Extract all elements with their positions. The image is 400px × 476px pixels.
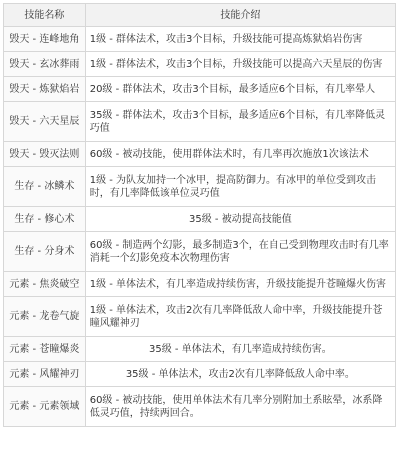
skill-table bbox=[3, 3, 396, 427]
table-row bbox=[4, 387, 396, 427]
skill-name: 元素 - 龙卷气旋 bbox=[4, 297, 86, 337]
skill-name: 元素 - 焦炎破空 bbox=[4, 272, 86, 297]
skill-desc: 60级 - 被动技能，使用单体法术有几率分别附加土系眩晕，冰系降低灵巧值，持续两回合。 bbox=[85, 387, 395, 427]
skill-name: 毁天 - 玄冰葬雨 bbox=[4, 52, 86, 77]
skill-name: 生存 - 修心术 bbox=[4, 207, 86, 232]
skill-desc: 1级 - 群体法术，攻击3个目标，升级技能可提高炼狱焰岩伤害 bbox=[85, 27, 395, 52]
skill-name: 毁天 - 炼狱焰岩 bbox=[4, 77, 86, 102]
header-skill-name: 技能名称 bbox=[4, 4, 86, 27]
table-row bbox=[4, 102, 396, 142]
skill-desc: 1级 - 单体法术，攻击2次有几率降低敌人命中率，升级技能提升苍瞳风耀神刃 bbox=[85, 297, 395, 337]
table-header-row bbox=[4, 4, 396, 27]
skill-desc: 1级 - 单体法术，有几率造成持续伤害，升级技能提升苍瞳爆火伤害 bbox=[85, 272, 395, 297]
table-row bbox=[4, 272, 396, 297]
skill-desc: 35级 - 被动提高技能值 bbox=[85, 207, 395, 232]
skill-desc: 60级 - 被动技能，使用群体法术时，有几率再次施放1次该法术 bbox=[85, 142, 395, 167]
table-row bbox=[4, 142, 396, 167]
skill-desc: 1级 - 群体法术，攻击3个目标，升级技能可以提高六天星辰的伤害 bbox=[85, 52, 395, 77]
skill-desc: 60级 - 制造两个幻影，最多制造3个，在自己受到物理攻击时有几率消耗一个幻影免疫本次物理伤害 bbox=[85, 232, 395, 272]
table-row bbox=[4, 27, 396, 52]
skill-desc: 35级 - 单体法术，有几率造成持续伤害。 bbox=[85, 337, 395, 362]
table-row bbox=[4, 232, 396, 272]
skill-name: 毁天 - 六天星辰 bbox=[4, 102, 86, 142]
skill-desc: 35级 - 群体法术，攻击3个目标，最多适应6个目标，有几率降低灵巧值 bbox=[85, 102, 395, 142]
header-skill-desc: 技能介绍 bbox=[85, 4, 395, 27]
skill-name: 元素 - 风耀神刃 bbox=[4, 362, 86, 387]
skill-name: 元素 - 苍瞳爆炎 bbox=[4, 337, 86, 362]
table-row bbox=[4, 297, 396, 337]
skill-desc: 1级 - 为队友加持一个冰甲，提高防御力。有冰甲的单位受到攻击时，有几率降低该单位灵巧值 bbox=[85, 167, 395, 207]
skill-desc: 20级 - 群体法术，攻击3个目标，最多适应6个目标，有几率晕人 bbox=[85, 77, 395, 102]
skill-name: 毁天 - 毁灭法则 bbox=[4, 142, 86, 167]
table-row bbox=[4, 77, 396, 102]
table-row bbox=[4, 207, 396, 232]
table-row bbox=[4, 337, 396, 362]
table-row bbox=[4, 362, 396, 387]
skill-name: 毁天 - 连峰地角 bbox=[4, 27, 86, 52]
skill-name: 生存 - 冰鳞术 bbox=[4, 167, 86, 207]
table-row bbox=[4, 167, 396, 207]
skill-name: 元素 - 元素领域 bbox=[4, 387, 86, 427]
skill-name: 生存 - 分身术 bbox=[4, 232, 86, 272]
skill-desc: 35级 - 单体法术，攻击2次有几率降低敌人命中率。 bbox=[85, 362, 395, 387]
table-row bbox=[4, 52, 396, 77]
